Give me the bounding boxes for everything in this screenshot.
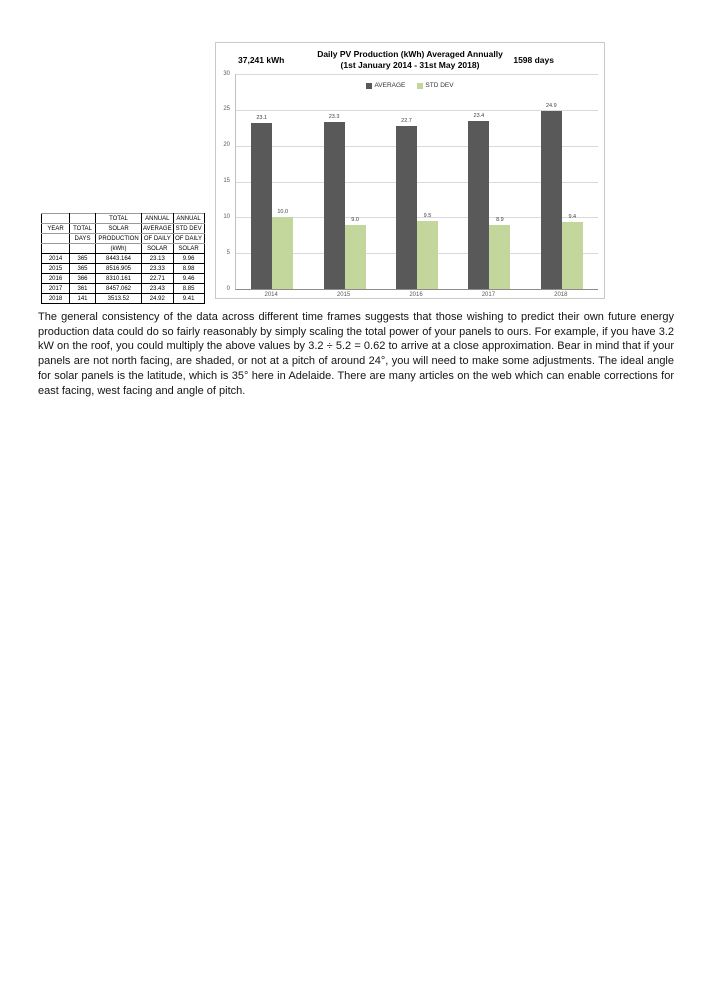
table-cell: 8443.164: [96, 254, 142, 264]
table-header-cell: [70, 214, 96, 224]
table-cell: 8.98: [173, 264, 204, 274]
stddev-bar-label: 9.0: [351, 216, 359, 223]
pv-production-chart: [215, 42, 605, 299]
table-cell: 23.43: [142, 284, 174, 294]
table-header-cell: ANNUAL: [142, 214, 174, 224]
stddev-bar: [417, 221, 438, 289]
table-cell: 8.85: [173, 284, 204, 294]
average-bar: [541, 111, 562, 289]
y-tick-label: 0: [226, 285, 230, 292]
table-header-cell: SOLAR: [173, 244, 204, 254]
x-tick-label: 2014: [264, 292, 278, 298]
y-tick-label: 10: [223, 213, 230, 220]
average-bar: [324, 122, 345, 289]
table-cell: 9.46: [173, 274, 204, 284]
table-cell: 8457.062: [96, 284, 142, 294]
table-cell: 2015: [42, 264, 70, 274]
table-header-row: [42, 214, 205, 224]
y-axis-labels: [216, 43, 232, 298]
table-header-cell: SOLAR: [142, 244, 174, 254]
table-header-cell: [42, 244, 70, 254]
table-header-row: [42, 244, 205, 254]
table-row: [42, 274, 205, 284]
table-cell: 23.33: [142, 264, 174, 274]
table-cell: 141: [70, 294, 96, 304]
table-header-cell: SOLAR: [96, 224, 142, 234]
average-bar-label: 24.9: [545, 102, 557, 109]
table-cell: 365: [70, 264, 96, 274]
table-cell: 24.92: [142, 294, 174, 304]
average-bar-label: 22.7: [401, 118, 412, 125]
table-cell: 8516.905: [96, 264, 142, 274]
table-cell: 3513.52: [96, 294, 142, 304]
stddev-bar-label: 8.9: [496, 217, 504, 224]
table-header-row: [42, 224, 205, 234]
x-tick-label: 2017: [481, 292, 496, 298]
table-header-cell: ANNUAL: [173, 214, 204, 224]
x-tick-label: 2016: [409, 292, 423, 298]
y-tick-label: 15: [223, 178, 230, 184]
annual-summary-table: [41, 213, 205, 304]
body-paragraph: The general consistency of the data across different time frames suggests that those wishing to predict their own future energy production data could do so fairly reasonably by simply scaling the total power of your panels to ours. For example, if you have 3.2 kW on the roof, you could multiply the above values by 3.2 ÷ 5.2 = 0.62 to arrive at a close approximation. Bear in mind that if your panels are not north facing, are shaded, or not at a pitch of around 24°, you will need to make some adjustments. The ideal angle for solar panels is the latitude, which is 35° here in Adelaide. There are many articles on the web which can enable corrections for east facing, west facing and angle of pitch.: [38, 311, 674, 397]
x-tick-label: 2018: [554, 292, 568, 298]
y-tick-label: 20: [223, 142, 230, 149]
table-cell: 2017: [42, 284, 70, 294]
table-header-cell: (kWh): [96, 244, 142, 254]
table-header-cell: YEAR: [42, 224, 70, 234]
table-row: [42, 294, 205, 304]
table-header-cell: STD DEV: [173, 224, 204, 234]
table-header-cell: [42, 234, 70, 244]
table-cell: 366: [70, 274, 96, 284]
legend-label-stddev: STD DEV: [425, 82, 454, 89]
average-bar: [251, 123, 272, 289]
chart-title-line1: Daily PV Production (kWh) Averaged Annually: [317, 49, 503, 59]
y-tick-label: 25: [223, 106, 230, 113]
chart-title: [290, 49, 530, 72]
average-bar: [396, 126, 417, 289]
stddev-bar: [489, 225, 510, 289]
y-tick-label: 5: [226, 249, 230, 256]
stddev-bar-label: 10.0: [277, 209, 289, 216]
table-cell: 2014: [42, 254, 70, 264]
average-bar: [468, 121, 489, 289]
stddev-bar: [272, 217, 293, 289]
plot-area: [235, 74, 598, 290]
total-days-label: 1598 days: [513, 55, 554, 65]
stddev-bar-label: 9.4: [568, 213, 577, 220]
table-cell: 22.71: [142, 274, 174, 284]
average-bar-label: 23.4: [473, 113, 485, 120]
table-cell: 2016: [42, 274, 70, 284]
table-header-cell: AVERAGE: [143, 225, 172, 232]
table-header-cell: TOTAL: [96, 214, 142, 224]
x-axis-labels: [235, 292, 597, 302]
table-row: [42, 284, 205, 294]
table-cell: 365: [70, 254, 96, 264]
table-header-cell: [42, 214, 70, 224]
total-kwh-label: 37,241 kWh: [238, 55, 285, 65]
table-row: [42, 264, 205, 274]
average-bar-label: 23.1: [256, 115, 268, 122]
table-header-cell: OF DAILY: [173, 234, 204, 244]
table-cell: 9.96: [173, 254, 204, 264]
table-header-cell: DAYS: [70, 234, 96, 244]
stddev-bar: [562, 222, 583, 289]
table-row: [42, 254, 205, 264]
table-header-cell: [70, 244, 96, 254]
chart-title-line2: (1st January 2014 - 31st May 2018): [340, 60, 480, 71]
table-header-cell: OF DAILY: [142, 234, 174, 244]
average-bar-label: 23.3: [328, 114, 340, 121]
y-tick-label: 30: [223, 70, 230, 77]
gridline: [236, 74, 598, 75]
x-tick-label: 2015: [336, 292, 351, 298]
table-header-cell: TOTAL: [70, 224, 96, 234]
table-header-cell: PRODUCTION: [96, 234, 142, 244]
table-cell: 2018: [42, 294, 70, 304]
table-header-row: [42, 234, 205, 244]
legend-label-average: AVERAGE: [374, 82, 406, 89]
stddev-bar-label: 9.5: [423, 212, 432, 219]
table-cell: 8310.161: [96, 274, 142, 284]
table-cell: 361: [70, 284, 96, 294]
table-cell: 9.41: [173, 294, 204, 304]
stddev-bar: [345, 225, 366, 290]
table-cell: 23.13: [142, 254, 174, 264]
